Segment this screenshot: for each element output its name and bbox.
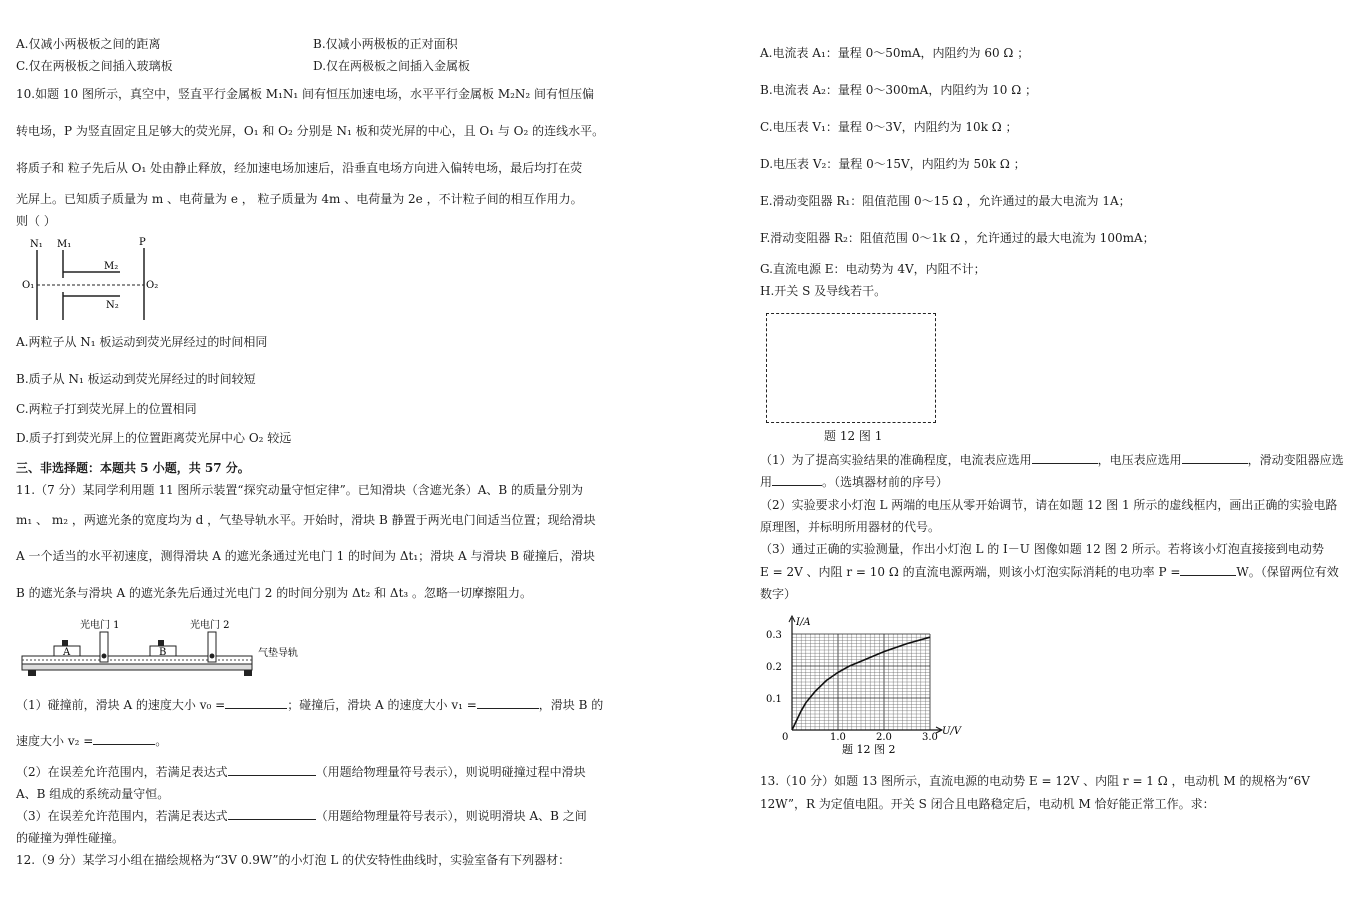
label-n1: N₁ <box>30 239 43 250</box>
label-m2: M₂ <box>104 261 119 272</box>
q9-option-c: C.仅在两极板之间插入玻璃板 <box>16 59 173 73</box>
equipment-item: G.直流电源 E：电动势为 4V，内阻不计； <box>760 262 986 276</box>
section-3-heading: 三、非选择题：本题共 5 小题，共 57 分。 <box>16 461 250 475</box>
slider-a-label: A <box>63 647 71 658</box>
q11-part2-line1: （2）在误差允许范围内，若满足表达式 （用题给物理量符号表示），则说明碰撞过程中滑块 <box>16 765 586 779</box>
q12-part1-line1: （1）为了提高实验结果的准确程度，电流表应选用 ，电压表应选用 ，滑动变阻器应选 <box>760 453 1344 467</box>
q11-line1: 11.（7 分）某同学利用题 11 图所示装置“探究动量守恒定律”。已知滑块（含遮光条）A、B 的质量分别为 <box>16 483 584 497</box>
x-tick-label: 2.0 <box>876 732 892 743</box>
equipment-item: A.电流表 A₁：量程 0～50mA，内阻约为 60 Ω ； <box>760 46 1030 60</box>
q11-line2: m₁ 、 m₂ ，两遮光条的宽度均为 d ，气垫导轨水平。开始时，滑块 B 静置于两光电门间适当位置；现给滑块 <box>16 513 596 527</box>
q9-option-a: A.仅减小两极板之间的距离 <box>16 37 161 51</box>
q10-line4: 光屏上。已知质子质量为 m 、电荷量为 e ， 粒子质量为 4m 、电荷量为 2e ，不计粒子间的相互作用力。 <box>16 192 583 206</box>
circuit-drawing-box[interactable] <box>766 313 936 423</box>
y-axis-label: I/A <box>796 617 811 628</box>
q10-option-b: B.质子从 N₁ 板运动到荧光屏经过的时间较短 <box>16 372 256 386</box>
y-tick-label: 0.3 <box>766 630 782 641</box>
q10-line2: 转电场，P 为竖直固定且足够大的荧光屏，O₁ 和 O₂ 分别是 N₁ 板和荧光屏的中心，且 O₁ 与 O₂ 的连线水平。 <box>16 124 605 138</box>
equipment-item: H.开关 S 及导线若干。 <box>760 284 887 298</box>
equipment-item: B.电流表 A₂：量程 0～300mA，内阻约为 10 Ω ； <box>760 83 1037 97</box>
q11-part1-line1: （1）碰撞前，滑块 A 的速度大小 v₀ = ；碰撞后，滑块 A 的速度大小 v₁ = ，滑块 B 的 <box>16 698 604 712</box>
equipment-item: E.滑动变阻器 R₁：阻值范围 0～15 Ω ，允许通过的最大电流为 1A； <box>760 194 1131 208</box>
q11-line4: B 的遮光条与滑块 A 的遮光条先后通过光电门 2 的时间分别为 Δt₂ 和 Δt₃ 。忽略一切摩擦阻力。 <box>16 586 533 600</box>
x-tick-label: 1.0 <box>830 732 846 743</box>
q9-option-b: B.仅减小两极板的正对面积 <box>313 37 458 51</box>
q11-figure <box>18 616 318 688</box>
q12-part3-line1: （3）通过正确的实验测量，作出小灯泡 L 的 I－U 图像如题 12 图 2 所示。若将该小灯泡直接接到电动势 <box>760 542 1324 556</box>
q10-figure <box>20 236 170 324</box>
q12-part3-line3: 数字） <box>760 587 797 601</box>
q9-option-d: D.仅在两极板之间插入金属板 <box>313 59 471 73</box>
q10-line1: 10.如题 10 图所示，真空中，竖直平行金属板 M₁N₁ 间有恒压加速电场，水平平行金属板 M₂N₂ 间有恒压偏 <box>16 87 595 101</box>
label-o1: O₁ <box>22 280 35 291</box>
gate1-label: 光电门 1 <box>80 620 120 631</box>
air-track <box>22 656 252 664</box>
q11-part2-line2: A、B 组成的系统动量守恒。 <box>16 787 170 801</box>
label-m1: M₁ <box>57 239 72 250</box>
q10-option-c: C.两粒子打到荧光屏上的位置相同 <box>16 402 197 416</box>
track-label: 气垫导轨 <box>258 648 298 659</box>
label-n2: N₂ <box>106 300 119 311</box>
q11-part1-line2: 速度大小 v₂ = 。 <box>16 734 168 748</box>
chart-grid <box>792 634 930 730</box>
q12-part3-line2: E = 2V 、内阻 r = 10 Ω 的直流电源两端，则该小灯泡实际消耗的电功率 P = W。（保留两位有效 <box>760 565 1339 579</box>
q10-line5: 则（ ） <box>16 214 56 228</box>
label-o2: O₂ <box>146 280 159 291</box>
x-tick-label: 0 <box>782 732 789 743</box>
y-tick-label: 0.2 <box>766 662 782 673</box>
q13-line1: 13.（10 分）如题 13 图所示，直流电源的电动势 E = 12V 、内阻 r = 1 Ω ，电动机 M 的规格为“6V <box>760 774 1310 788</box>
q11-line3: A 一个适当的水平初速度，测得滑块 A 的遮光条通过光电门 1 的时间为 Δt₁；滑块 A 与滑块 B 碰撞后，滑块 <box>16 549 595 563</box>
q10-option-d: D.质子打到荧光屏上的位置距离荧光屏中心 O₂ 较远 <box>16 431 292 445</box>
q11-part3-line1: （3）在误差允许范围内，若满足表达式 （用题给物理量符号表示），则说明滑块 A、B 之间 <box>16 809 587 823</box>
q12-intro: 12.（9 分）某学习小组在描绘规格为“3V 0.9W”的小灯泡 L 的伏安特性曲线时，实验室备有下列器材： <box>16 853 571 867</box>
equipment-item: D.电压表 V₂：量程 0～15V，内阻约为 50k Ω ； <box>760 157 1026 171</box>
gate2-label: 光电门 2 <box>190 620 230 631</box>
slider-b-label: B <box>159 647 167 658</box>
q13-line2: 12W”，R 为定值电阻。开关 S 闭合且电路稳定后，电动机 M 恰好能正常工作。求： <box>760 797 1215 811</box>
q12-part1-line2: 用 。（选填器材前的序号） <box>760 475 949 489</box>
equipment-item: F.滑动变阻器 R₂：阻值范围 0～1k Ω ，允许通过的最大电流为 100mA； <box>760 231 1155 245</box>
x-tick-label: 3.0 <box>922 732 938 743</box>
q10-option-a: A.两粒子从 N₁ 板运动到荧光屏经过的时间相同 <box>16 335 268 349</box>
q11-part3-line2: 的碰撞为弹性碰撞。 <box>16 831 125 845</box>
fig12-1-caption: 题 12 图 1 <box>824 429 883 443</box>
iu-chart <box>762 612 982 760</box>
y-tick-label: 0.1 <box>766 694 782 705</box>
equipment-item: C.电压表 V₁：量程 0～3V，内阻约为 10k Ω ； <box>760 120 1018 134</box>
x-axis-label: U/V <box>942 726 962 737</box>
q12-part2-line1: （2）实验要求小灯泡 L 两端的电压从零开始调节，请在如题 12 图 1 所示的虚线框内，画出正确的实验电路 <box>760 498 1338 512</box>
track-base <box>22 664 252 670</box>
q10-line3: 将质子和 粒子先后从 O₁ 处由静止释放，经加速电场加速后，沿垂直电场方向进入偏转电场，最后均打在荧 <box>16 161 583 175</box>
chart-caption: 题 12 图 2 <box>842 743 896 756</box>
q12-part2-line2: 原理图，并标明所用器材的代号。 <box>760 520 941 534</box>
label-p: P <box>139 237 146 248</box>
